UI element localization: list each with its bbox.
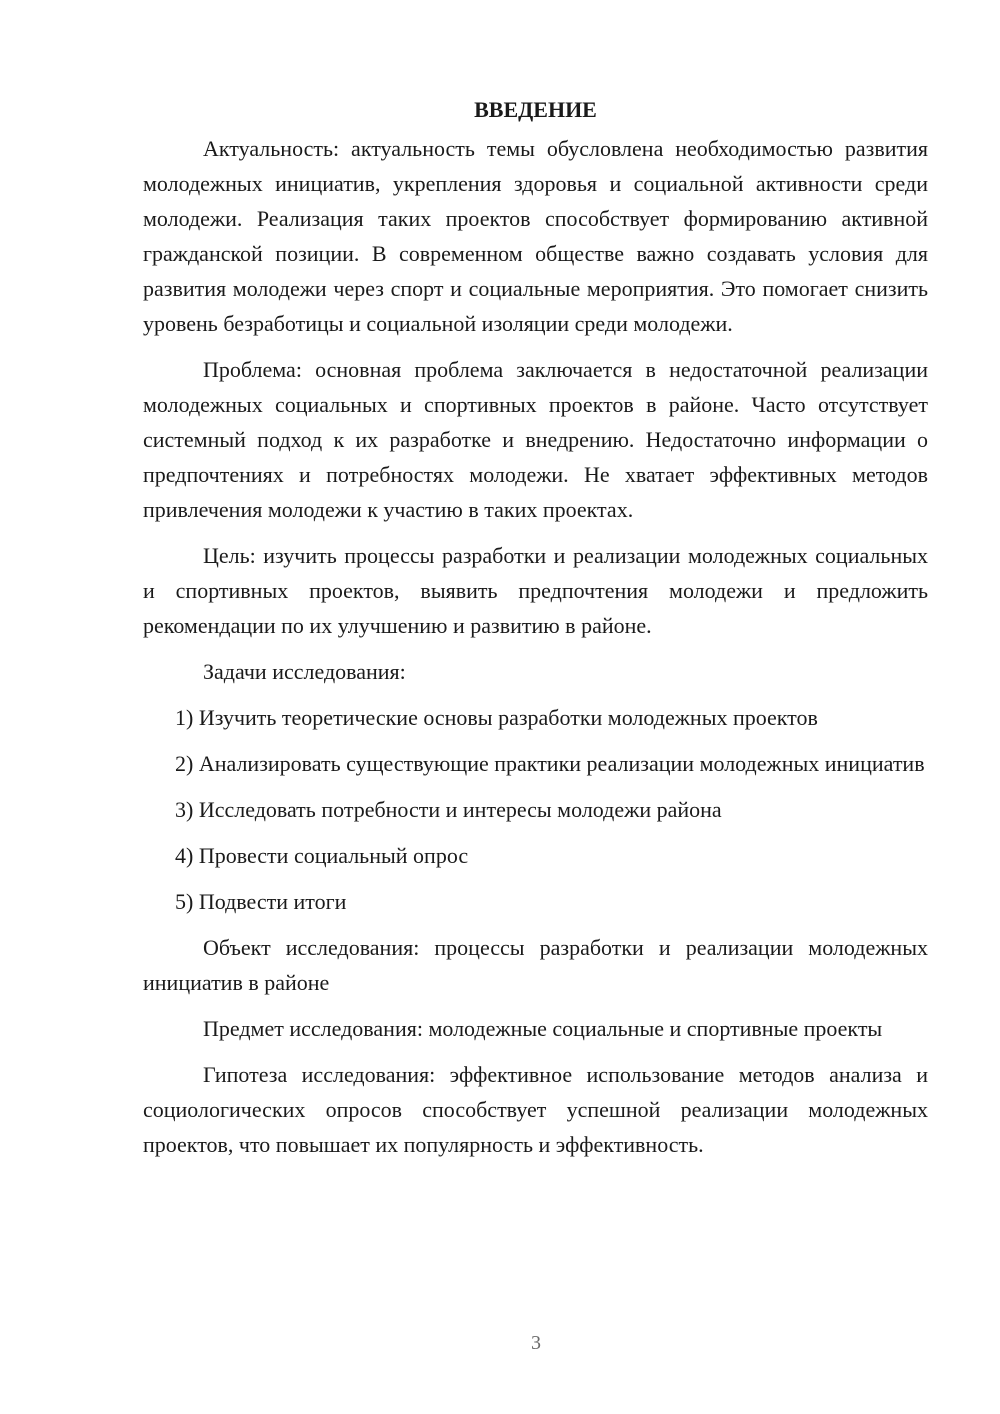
task-item: 5) Подвести итоги: [175, 889, 347, 914]
task-item: 3) Исследовать потребности и интересы молодежи района: [175, 797, 722, 822]
tasks-list: [143, 700, 928, 919]
goal-paragraph: Цель: изучить процессы разработки и реализации молодежных социальных и спортивных проектов, выявить предпочтения молодежи и предложить рекомендации по их улучшению и развитию в районе.: [143, 543, 928, 638]
outro-block: [143, 930, 928, 1162]
subject-paragraph: Предмет исследования: молодежные социальные и спортивные проекты: [203, 1016, 883, 1041]
section-heading: ВВЕДЕНИЕ: [474, 97, 597, 122]
task-item: 2) Анализировать существующие практики реализации молодежных инициатив: [175, 751, 925, 776]
page-number: 3: [531, 1332, 541, 1354]
object-paragraph: Объект исследования: процессы разработки и реализации молодежных инициатив в районе: [143, 935, 928, 995]
tasks-heading: Задачи исследования:: [203, 659, 406, 684]
relevance-paragraph: Актуальность: актуальность темы обусловлена необходимостью развития молодежных инициатив, укрепления здоровья и социальной активности среди молодежи. Реализация таких проектов способствует формированию активной гражданской позиции. В современном обществе важно создавать условия для развития молодежи через спорт и социальные мероприятия. Это помогает снизить уровень безработицы и социальной изоляции среди молодежи.: [143, 136, 928, 336]
task-item: 1) Изучить теоретические основы разработки молодежных проектов: [175, 705, 818, 730]
hypothesis-paragraph: Гипотеза исследования: эффективное использование методов анализа и социологических опросов способствует успешной реализации молодежных проектов, что повышает их популярность и эффективность.: [143, 1062, 928, 1157]
document-page: [143, 92, 928, 1162]
task-item: 4) Провести социальный опрос: [175, 843, 469, 868]
intro-block: [143, 131, 928, 689]
problem-paragraph: Проблема: основная проблема заключается в недостаточной реализации молодежных социальных и спортивных проектов в районе. Часто отсутствует системный подход к их разработке и внедрению. Недостаточно информации о предпочтениях и потребностях молодежи. Не хватает эффективных методов привлечения молодежи к участию в таких проектах.: [143, 357, 928, 522]
